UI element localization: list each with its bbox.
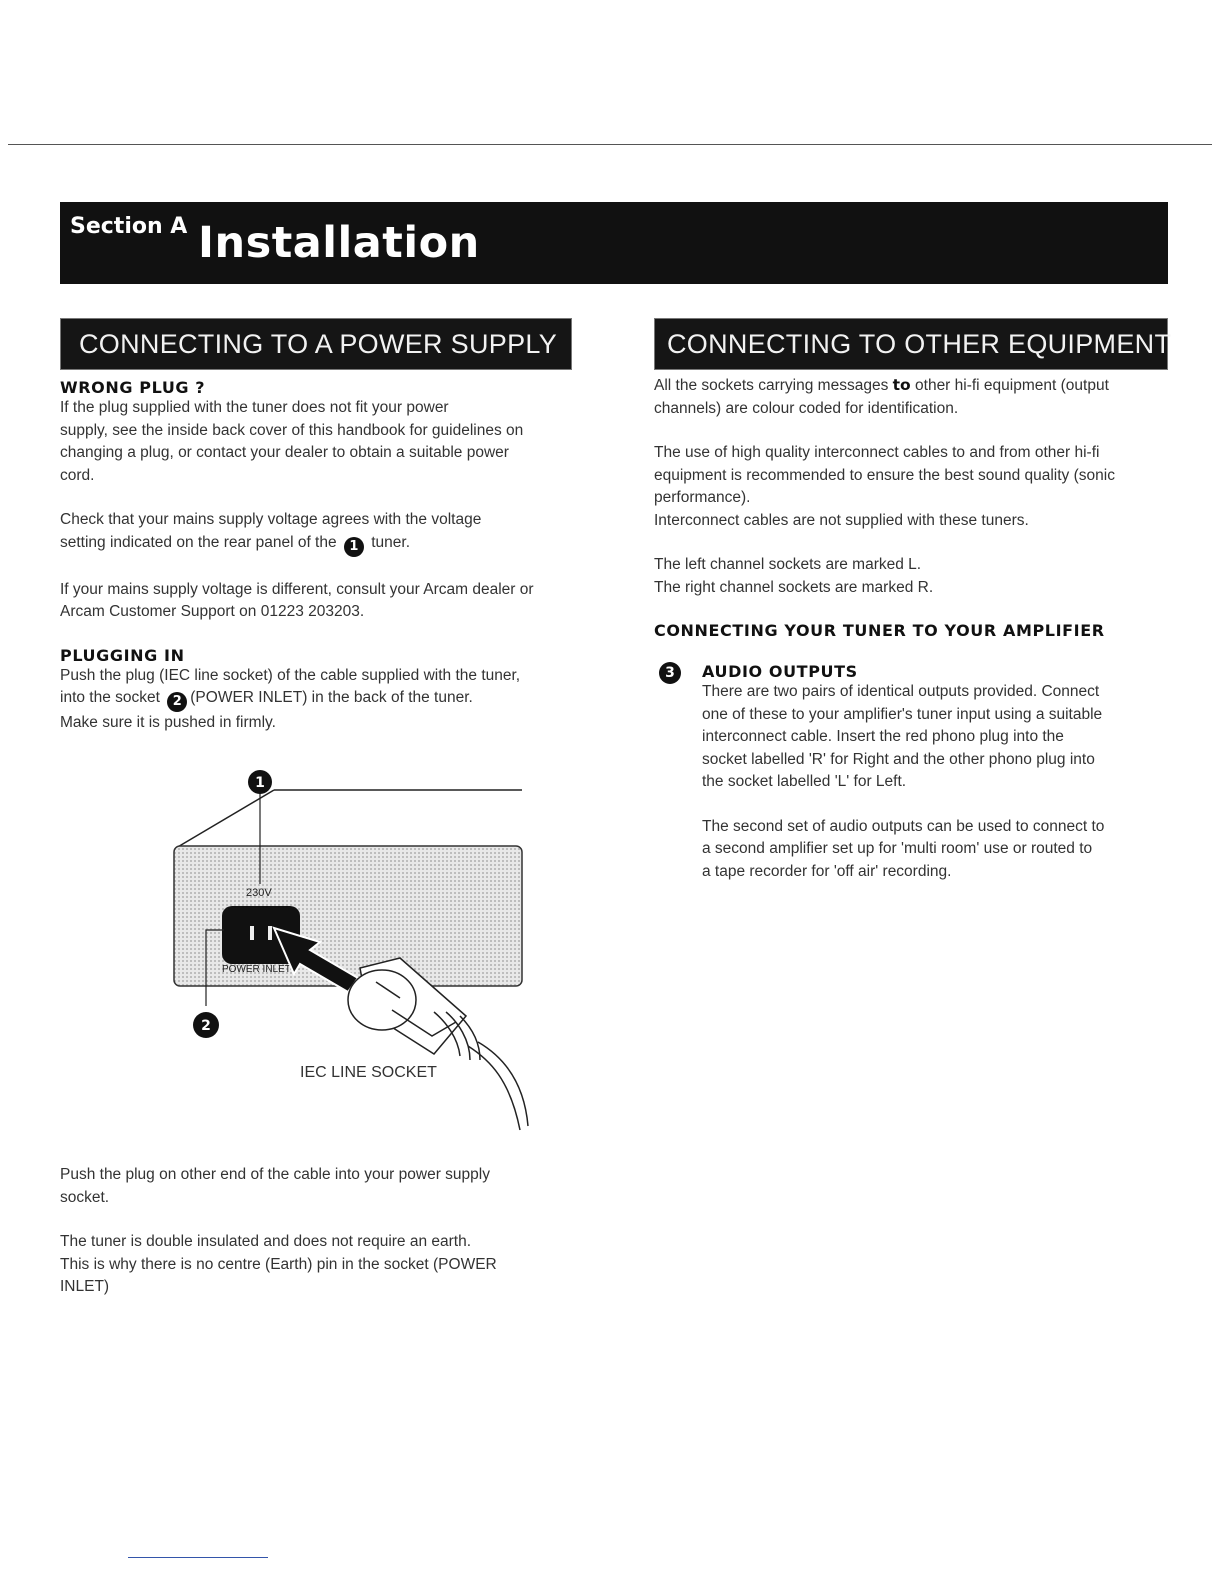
wrong-plug-line: supply, see the inside back cover of this handbook for guidelines on bbox=[60, 421, 524, 439]
voltage-different-line: Arcam Customer Support on 01223 203203. bbox=[60, 603, 365, 620]
voltage-check-line: setting indicated on the rear panel of the 1 tuner. bbox=[60, 532, 572, 557]
plugging-in-line: Push the plug (IEC line socket) of the cable supplied with the tuner, bbox=[60, 666, 521, 684]
insulation-line: INLET) bbox=[60, 1278, 110, 1295]
power-cable-edge bbox=[478, 1042, 528, 1126]
colour-code-line: channels) are colour coded for identification. bbox=[654, 399, 959, 417]
power-cable bbox=[468, 1046, 520, 1130]
channel-mark-line: The left channel sockets are marked L. bbox=[654, 556, 922, 573]
inlet-pin-left bbox=[250, 926, 254, 940]
cable-quality-line: performance). bbox=[654, 489, 751, 506]
inlet-pin-right bbox=[268, 926, 272, 940]
channel-mark-line: The right channel sockets are marked R. bbox=[654, 578, 934, 596]
left-column bbox=[60, 318, 572, 735]
plugging-in-heading: PLUGGING IN bbox=[60, 645, 185, 665]
to-emphasis: to bbox=[892, 376, 911, 394]
right-column bbox=[654, 318, 1172, 883]
cable-end-line: socket. bbox=[60, 1188, 110, 1206]
cable-quality-line: The use of high quality interconnect cables to and from other hi-fi bbox=[654, 444, 1100, 461]
section-label: Section A bbox=[70, 214, 188, 239]
audio-outputs-block bbox=[654, 662, 1168, 883]
insulation-line: This is why there is no centre (Earth) pin in the socket (POWER bbox=[60, 1255, 497, 1273]
section-banner bbox=[60, 202, 1168, 284]
power-supply-heading: CONNECTING TO A POWER SUPPLY bbox=[60, 318, 572, 370]
callout-2-number: 2 bbox=[201, 1018, 211, 1034]
cable-end-line: Push the plug on other end of the cable into your power supply bbox=[60, 1166, 490, 1183]
voltage-label: 230V bbox=[246, 887, 272, 899]
callout-1-number: 1 bbox=[255, 775, 265, 791]
insulation-line: The tuner is double insulated and does not require an earth. bbox=[60, 1233, 472, 1250]
second-outputs-line: a tape recorder for 'off air' recording. bbox=[702, 862, 952, 880]
wrong-plug-line: cord. bbox=[60, 466, 95, 484]
power-inlet-illustration bbox=[170, 760, 530, 1140]
second-outputs-line: a second amplifier set up for 'multi room' use or routed to bbox=[702, 840, 1093, 857]
wrong-plug-line: changing a plug, or contact your dealer to obtain a suitable power bbox=[60, 444, 509, 461]
audio-outputs-line: socket labelled 'R' for Right and the other phono plug into bbox=[702, 750, 1095, 768]
left-column-lower bbox=[60, 1164, 572, 1299]
panel-top-line bbox=[176, 790, 274, 848]
top-rule bbox=[8, 144, 1212, 145]
audio-outputs-heading: AUDIO OUTPUTS bbox=[702, 662, 858, 681]
callout-2-badge: 2 bbox=[167, 692, 187, 712]
audio-outputs-line: one of these to your amplifier's tuner input using a suitable bbox=[702, 705, 1103, 723]
callout-1-badge: 1 bbox=[344, 537, 364, 557]
inlet-label: POWER INLET bbox=[222, 964, 291, 975]
audio-outputs-line: interconnect cable. Insert the red phono plug into the bbox=[702, 728, 1064, 745]
figure-caption: IEC LINE SOCKET bbox=[300, 1064, 437, 1081]
bottom-rule bbox=[128, 1557, 268, 1558]
callout-3-badge: 3 bbox=[659, 662, 681, 684]
colour-code-line: All the sockets carrying messages to other hi-fi equipment (output bbox=[654, 376, 1109, 394]
audio-outputs-line: the socket labelled 'L' for Left. bbox=[702, 773, 907, 790]
wrong-plug-heading: WRONG PLUG ? bbox=[60, 378, 206, 397]
wrong-plug-line: If the plug supplied with the tuner does not fit your power bbox=[60, 399, 449, 416]
plugging-in-line: Make sure it is pushed in firmly. bbox=[60, 714, 276, 731]
page-title: Installation bbox=[198, 218, 480, 268]
voltage-check-line: Check that your mains supply voltage agrees with the voltage bbox=[60, 511, 482, 528]
cable-quality-line: equipment is recommended to ensure the best sound quality (sonic bbox=[654, 466, 1115, 484]
amplifier-heading: CONNECTING YOUR TUNER TO YOUR AMPLIFIER bbox=[654, 621, 1105, 640]
audio-outputs-line: There are two pairs of identical outputs provided. Connect bbox=[702, 683, 1100, 700]
second-outputs-line: The second set of audio outputs can be used to connect to bbox=[702, 817, 1105, 835]
voltage-different-line: If your mains supply voltage is different, consult your Arcam dealer or bbox=[60, 580, 534, 598]
other-equipment-heading: CONNECTING TO OTHER EQUIPMENT bbox=[654, 318, 1168, 370]
plugging-in-line: into the socket 2 (POWER INLET) in the back of the tuner. bbox=[60, 687, 572, 712]
cable-quality-line: Interconnect cables are not supplied with these tuners. bbox=[654, 511, 1029, 529]
